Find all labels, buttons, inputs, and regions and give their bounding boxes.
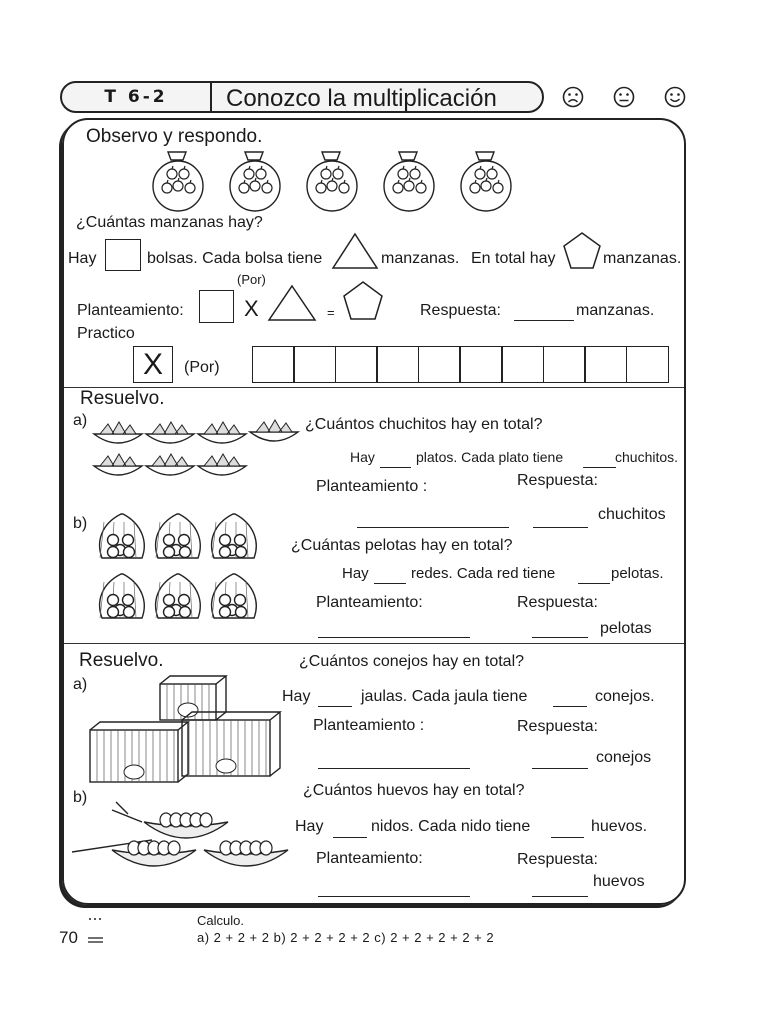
plate-icon: [94, 422, 142, 443]
hay-label-1: Hay: [68, 250, 97, 267]
page-number: 70: [59, 928, 78, 947]
respuesta-blank-3a[interactable]: [532, 768, 588, 769]
lesson-header: [60, 81, 544, 113]
practice-cell[interactable]: [501, 346, 544, 383]
respuesta-label-2b: Respuesta:: [517, 594, 598, 611]
planteamiento-label-2a: Planteamiento :: [316, 478, 428, 495]
practice-cell[interactable]: [459, 346, 502, 383]
practice-cell[interactable]: [584, 346, 627, 383]
section3-heading: Resuelvo.: [79, 650, 164, 671]
bird-nests-illustration: [72, 800, 294, 890]
respuesta-blank-2a[interactable]: [533, 527, 588, 528]
redes-blank[interactable]: [374, 583, 406, 584]
apple-bag-icon: [307, 152, 357, 211]
chuchitos-unit: chuchitos: [598, 506, 666, 523]
apple-bag-icon: [461, 152, 511, 211]
plate-icon: [146, 454, 194, 475]
exercise-b-label-3: b): [73, 789, 88, 806]
en-total-text: En total hay: [471, 250, 556, 267]
por-small-label: (Por): [237, 272, 266, 287]
answer-blank-1[interactable]: [514, 320, 574, 321]
bolsas-text: bolsas. Cada bolsa tiene: [147, 250, 323, 267]
pentagon-answer-shape[interactable]: [562, 231, 602, 271]
practice-cell[interactable]: [626, 346, 669, 383]
respuesta-label-1: Respuesta:: [420, 302, 501, 319]
apple-bag-icon: [153, 152, 203, 211]
apples-question: ¿Cuántas manzanas hay?: [76, 214, 263, 231]
ball-net-icon: [212, 574, 257, 618]
ball-net-icon: [212, 514, 257, 558]
ball-net-icon: [156, 574, 201, 618]
redes-text: redes. Cada red tiene: [411, 565, 556, 582]
times-sign: X: [244, 296, 259, 321]
section-divider-2: [64, 643, 684, 644]
page-ornament-icon: [86, 916, 106, 944]
exercise-a-label-3: a): [73, 676, 88, 693]
practice-cell[interactable]: [293, 346, 336, 383]
platos-text: platos. Cada plato tiene: [416, 449, 564, 465]
calculo-exercises: a) 2 + 2 + 2 b) 2 + 2 + 2 + 2 c) 2 + 2 + 2 + 2 + 2: [197, 930, 495, 945]
planteamiento-blank-2b[interactable]: [318, 637, 470, 638]
respuesta-blank-2b[interactable]: [532, 637, 588, 638]
planteamiento-square-box[interactable]: [199, 290, 234, 323]
bird-nest-icon: [204, 841, 288, 866]
huevos-question: ¿Cuántos huevos hay en total?: [303, 782, 525, 799]
planteamiento-blank-3a[interactable]: [318, 768, 470, 769]
lesson-code: T 6-2: [62, 83, 212, 111]
plate-icon: [146, 422, 194, 443]
planteamiento-triangle-shape[interactable]: [268, 285, 316, 321]
hay-label-3b: Hay: [295, 818, 324, 835]
ball-net-icon: [156, 514, 201, 558]
planteamiento-blank-2a[interactable]: [357, 527, 509, 528]
plate-icon: [94, 454, 142, 475]
ball-net-icon: [100, 574, 145, 618]
planteamiento-label-2b: Planteamiento:: [316, 594, 423, 611]
hay-label-2b: Hay: [342, 565, 369, 582]
practice-cell[interactable]: [543, 346, 586, 383]
apple-bag-icon: [384, 152, 434, 211]
practice-cell[interactable]: [252, 346, 295, 383]
bags-count-box[interactable]: [105, 239, 141, 271]
respuesta-label-3b: Respuesta:: [517, 851, 598, 868]
exercise-b-label-2: b): [73, 515, 88, 532]
planteamiento-blank-3b[interactable]: [318, 896, 470, 897]
jaulas-blank[interactable]: [318, 706, 352, 707]
platos-blank[interactable]: [380, 467, 411, 468]
practice-cell[interactable]: [418, 346, 461, 383]
rabbit-cage-icon: [160, 676, 226, 720]
equals-sign: =: [327, 305, 335, 320]
huevos-per-nest-blank[interactable]: [551, 837, 584, 838]
conejos-unit: conejos: [596, 749, 652, 766]
pelotas-question: ¿Cuántas pelotas hay en total?: [291, 537, 513, 554]
pelotas-per-net-blank[interactable]: [578, 583, 610, 584]
practico-label: Practico: [77, 325, 135, 342]
plate-icon: [250, 420, 298, 441]
practice-cell[interactable]: [335, 346, 378, 383]
conejos-question: ¿Cuántos conejos hay en total?: [299, 653, 525, 670]
exercise-a-label-2: a): [73, 412, 88, 429]
planteamiento-label-3b: Planteamiento:: [316, 850, 423, 867]
pelotas-unit: pelotas: [600, 620, 652, 637]
chuchitos-question: ¿Cuántos chuchitos hay en total?: [305, 416, 543, 433]
bird-nest-icon: [144, 813, 228, 838]
plates-illustration: [92, 414, 302, 486]
ball-nets-illustration: [96, 512, 266, 630]
huevos-inline-unit: huevos.: [591, 818, 648, 835]
hay-label-2a: Hay: [350, 449, 375, 465]
manzanas-text-1: manzanas.: [381, 250, 460, 267]
chuchitos-per-plate-blank[interactable]: [583, 467, 616, 468]
respuesta-blank-3b[interactable]: [532, 896, 588, 897]
rabbit-cages-illustration: [88, 670, 278, 780]
hay-label-3a: Hay: [282, 688, 311, 705]
section2-heading: Resuelvo.: [80, 388, 165, 409]
respuesta-label-3a: Respuesta:: [517, 718, 598, 735]
ball-net-icon: [100, 514, 145, 558]
planteamiento-pentagon-shape[interactable]: [342, 280, 384, 322]
lesson-title: Conozco la multiplicación: [226, 85, 497, 112]
planteamiento-label-1: Planteamiento:: [77, 302, 184, 319]
plate-icon: [198, 422, 246, 443]
practico-por-label: (Por): [184, 359, 220, 376]
manzanas-text-3: manzanas.: [576, 302, 655, 319]
rabbit-cage-icon: [90, 722, 188, 782]
happy-face-icon[interactable]: [664, 86, 686, 108]
chuchitos-inline-unit: chuchitos.: [615, 449, 679, 465]
huevos-unit: huevos: [593, 873, 645, 890]
apple-bag-icon: [230, 152, 280, 211]
neutral-face-icon[interactable]: [613, 86, 635, 108]
planteamiento-label-3a: Planteamiento :: [313, 717, 425, 734]
pelotas-inline-unit: pelotas.: [611, 565, 664, 582]
conejos-per-cage-blank[interactable]: [553, 706, 587, 707]
apple-bags-illustration: [150, 150, 510, 214]
respuesta-label-2a: Respuesta:: [517, 472, 598, 489]
jaulas-text: jaulas. Cada jaula tiene: [361, 688, 528, 705]
triangle-answer-shape[interactable]: [332, 233, 378, 269]
manzanas-text-2: manzanas.: [603, 250, 682, 267]
practico-times-box: X: [133, 346, 173, 383]
practice-table: [253, 346, 669, 383]
plate-icon: [198, 454, 246, 475]
rabbit-cage-icon: [182, 712, 280, 776]
section1-heading: Observo y respondo.: [86, 126, 263, 147]
nidos-text: nidos. Cada nido tiene: [371, 818, 531, 835]
nidos-blank[interactable]: [333, 837, 367, 838]
sad-face-icon[interactable]: [562, 86, 584, 108]
practice-cell[interactable]: [376, 346, 419, 383]
conejos-inline-unit: conejos.: [595, 688, 655, 705]
calculo-label: Calculo.: [197, 913, 244, 928]
